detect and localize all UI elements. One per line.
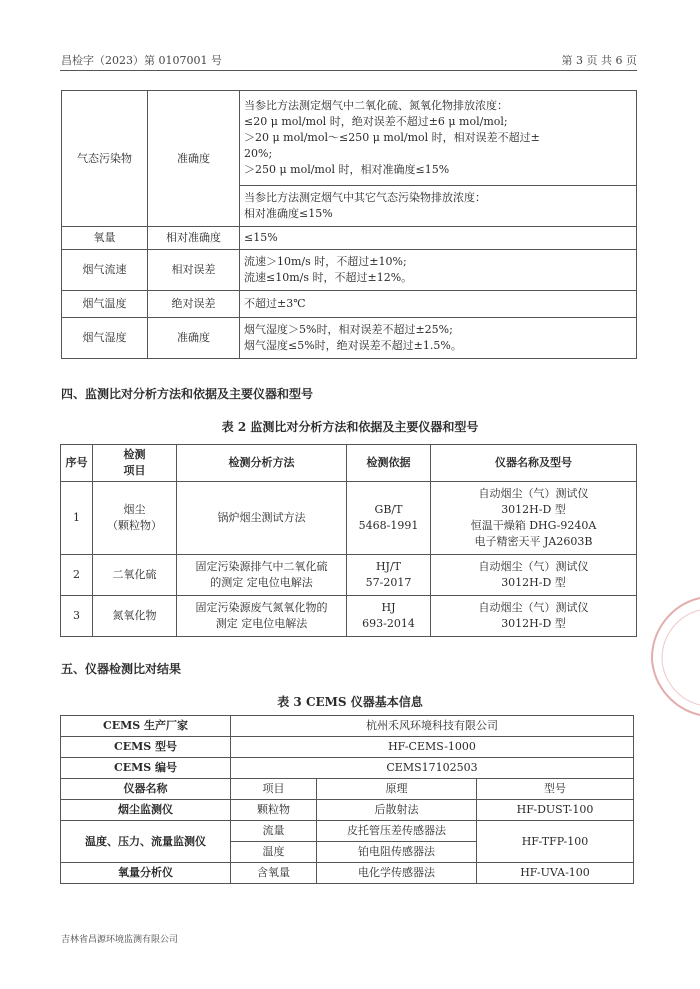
metric-cell: 准确度 <box>148 91 240 227</box>
instrument-principle: 铂电阻传感器法 <box>317 842 477 863</box>
desc-cell <box>240 250 637 291</box>
table-row <box>61 482 637 555</box>
section-heading: 四、监测比对分析方法和依据及主要仪器和型号 <box>61 387 314 401</box>
row-method-line: 测定 定电位电解法 <box>215 617 308 630</box>
item-cell: 烟气湿度 <box>62 318 148 359</box>
desc-line: 相对准确度≤15% <box>244 207 333 220</box>
row-instrument <box>431 482 637 555</box>
row-basis-line: 5468-1991 <box>358 519 419 532</box>
method-table <box>60 444 637 637</box>
serial-label: CEMS 编号 <box>61 758 231 779</box>
desc-line: ＞250 μ mol/mol 时，相对准确度≤15% <box>244 163 450 176</box>
company-footer: 吉林省昌源环境监测有限公司 <box>61 935 179 945</box>
row-instrument-line: 恒温干燥箱 DHG-9240A <box>470 519 597 532</box>
row-item-line: （颗粒物） <box>107 519 162 532</box>
row-method-line: 固定污染源废气氮氧化物的 <box>195 601 328 614</box>
manufacturer-value: 杭州禾风环境科技有限公司 <box>231 716 634 737</box>
row-instrument <box>431 596 637 637</box>
row-item: 氮氧化物 <box>93 596 177 637</box>
header-name: 仪器名称 <box>61 779 231 800</box>
instrument-model: HF-TFP-100 <box>477 821 634 863</box>
desc-line: 当参比方法测定烟气中其它气态污染物排放浓度： <box>244 191 486 204</box>
row-no: 3 <box>61 596 93 637</box>
row-instrument-line: 自动烟尘（气）测试仪 <box>478 601 589 614</box>
instrument-model: HF-UVA-100 <box>477 863 634 884</box>
header-item-line: 检测 <box>123 448 146 461</box>
row-basis <box>347 596 431 637</box>
item-cell: 气态污染物 <box>62 91 148 227</box>
row-item <box>93 482 177 555</box>
header-model: 型号 <box>477 779 634 800</box>
row-no: 1 <box>61 482 93 555</box>
model-value: HF-CEMS-1000 <box>231 737 634 758</box>
seal-stamp <box>640 590 700 720</box>
row-instrument-line: 电子精密天平 JA2603B <box>474 535 593 548</box>
metric-cell: 相对准确度 <box>148 227 240 250</box>
desc-line: ≤20 μ mol/mol 时，绝对误差不超过±6 μ mol/mol; <box>244 115 508 128</box>
manufacturer-label: CEMS 生产厂家 <box>61 716 231 737</box>
table-row <box>61 800 634 821</box>
desc-line: 流速≤10m/s 时，不超过±12%。 <box>244 271 413 284</box>
row-instrument-line: 自动烟尘（气）测试仪 <box>478 560 589 573</box>
metric-cell: 准确度 <box>148 318 240 359</box>
desc-cell: ≤15% <box>240 227 637 250</box>
row-method-line: 的测定 定电位电解法 <box>210 576 313 589</box>
row-instrument-line: 3012H-D 型 <box>501 617 566 630</box>
desc-cell <box>240 186 637 227</box>
instrument-name: 温度、压力、流量监测仪 <box>61 821 231 863</box>
desc-cell <box>240 318 637 359</box>
serial-value: CEMS17102503 <box>231 758 634 779</box>
instrument-principle: 皮托管压差传感器法 <box>317 821 477 842</box>
instrument-item: 颗粒物 <box>231 800 317 821</box>
table-row <box>61 555 637 596</box>
item-cell: 氧量 <box>62 227 148 250</box>
section-heading: 五、仪器检测比对结果 <box>61 662 182 676</box>
row-instrument-line: 3012H-D 型 <box>501 503 566 516</box>
doc-number: 昌检字（2023）第 0107001 号 <box>61 54 222 67</box>
metric-cell: 相对误差 <box>148 250 240 291</box>
instrument-model: HF-DUST-100 <box>477 800 634 821</box>
instrument-principle: 电化学传感器法 <box>317 863 477 884</box>
header-item-line: 项目 <box>123 464 146 477</box>
item-cell: 烟气温度 <box>62 291 148 318</box>
row-basis-line: 693-2014 <box>362 617 415 630</box>
header-method: 检测分析方法 <box>177 445 347 482</box>
row-method: 锅炉烟尘测试方法 <box>177 482 347 555</box>
desc-line: ＞20 μ mol/mol～≤250 μ mol/mol 时，相对误差不超过± <box>244 131 540 144</box>
model-label: CEMS 型号 <box>61 737 231 758</box>
instrument-name: 氧量分析仪 <box>61 863 231 884</box>
header-item <box>93 445 177 482</box>
row-basis-line: HJ <box>381 601 396 614</box>
table-row <box>62 91 637 186</box>
header-item: 项目 <box>231 779 317 800</box>
desc-cell: 不超过±3℃ <box>240 291 637 318</box>
row-item-line: 烟尘 <box>123 503 146 516</box>
desc-line: 流速＞10m/s 时，不超过±10%; <box>244 255 407 268</box>
header-basis: 检测依据 <box>347 445 431 482</box>
desc-line: 烟气湿度＞5%时，相对误差不超过±25%; <box>244 323 453 336</box>
page-info: 第 3 页 共 6 页 <box>561 54 637 67</box>
item-cell: 烟气流速 <box>62 250 148 291</box>
instrument-item: 含氧量 <box>231 863 317 884</box>
table-caption: 表 3 CEMS 仪器基本信息 <box>277 695 423 709</box>
table-row <box>61 596 637 637</box>
metric-cell: 绝对误差 <box>148 291 240 318</box>
row-basis-line: 57-2017 <box>365 576 412 589</box>
row-no: 2 <box>61 555 93 596</box>
table-row <box>61 821 634 842</box>
table-row <box>61 716 634 737</box>
instrument-name: 烟尘监测仪 <box>61 800 231 821</box>
table-row <box>62 250 637 291</box>
row-instrument-line: 3012H-D 型 <box>501 576 566 589</box>
row-instrument-line: 自动烟尘（气）测试仪 <box>478 487 589 500</box>
header-no: 序号 <box>61 445 93 482</box>
table-row <box>62 227 637 250</box>
row-method <box>177 596 347 637</box>
desc-line: 当参比方法测定烟气中二氧化硫、氮氧化物排放浓度： <box>244 99 508 112</box>
table-row <box>61 737 634 758</box>
table-row <box>62 318 637 359</box>
row-instrument <box>431 555 637 596</box>
table-row <box>61 863 634 884</box>
header-instrument: 仪器名称及型号 <box>431 445 637 482</box>
row-item: 二氧化硫 <box>93 555 177 596</box>
accuracy-table <box>61 90 637 359</box>
table-caption: 表 2 监测比对分析方法和依据及主要仪器和型号 <box>221 420 479 434</box>
row-method <box>177 555 347 596</box>
desc-line: 20%; <box>244 147 273 160</box>
row-method-line: 固定污染源排气中二氧化硫 <box>195 560 328 573</box>
desc-line: 烟气湿度≤5%时，绝对误差不超过±1.5%。 <box>244 339 462 352</box>
instrument-principle: 后散射法 <box>317 800 477 821</box>
table-row <box>62 291 637 318</box>
table-row <box>61 758 634 779</box>
instrument-item: 温度 <box>231 842 317 863</box>
row-basis <box>347 555 431 596</box>
desc-cell <box>240 91 637 186</box>
header-divider <box>60 70 637 71</box>
table-header-row <box>61 445 637 482</box>
row-basis-line: GB/T <box>374 503 403 516</box>
instrument-item: 流量 <box>231 821 317 842</box>
header-principle: 原理 <box>317 779 477 800</box>
row-basis <box>347 482 431 555</box>
table-header-row <box>61 779 634 800</box>
row-basis-line: HJ/T <box>375 560 402 573</box>
cems-info-table <box>60 715 634 884</box>
